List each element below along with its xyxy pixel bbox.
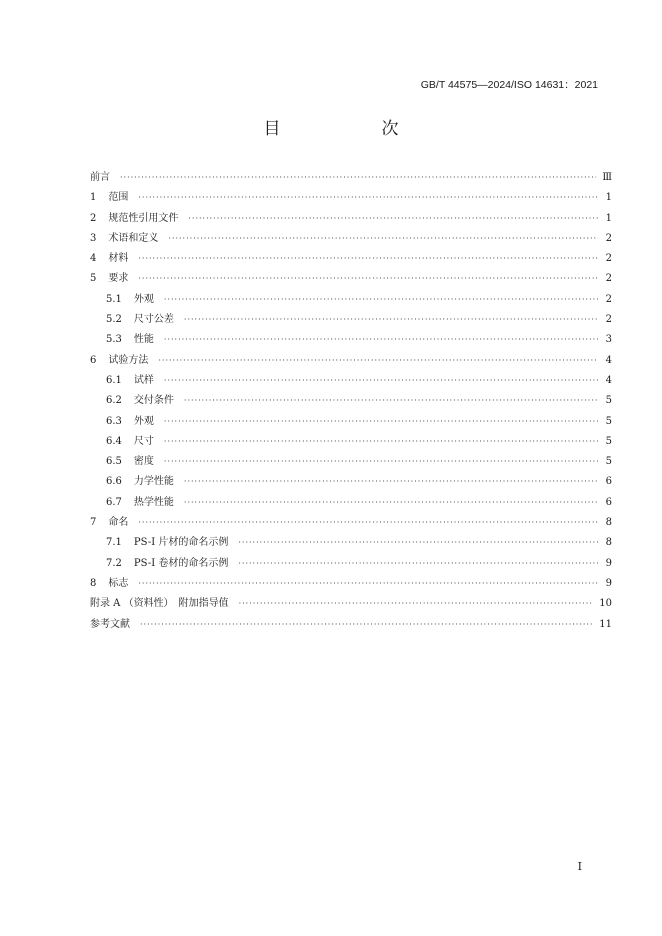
- toc-dot-leader: [239, 599, 594, 608]
- toc-entry-number: 6.3: [106, 415, 122, 427]
- toc-entry-title: 规范性引用文件: [108, 212, 179, 224]
- toc-entry-title: 前言: [90, 172, 110, 183]
- toc-entry-page: 5: [605, 395, 612, 407]
- toc-entry-number: 7: [90, 517, 97, 529]
- toc-entry-title: 力学性能: [133, 476, 174, 488]
- toc-entry-number: 7.2: [106, 557, 122, 569]
- toc-entry[interactable]: [90, 290, 612, 310]
- toc-entry[interactable]: [90, 391, 612, 411]
- toc-entry-title: 范围: [108, 192, 129, 204]
- toc-dot-leader: [168, 234, 598, 243]
- toc-entry[interactable]: [90, 209, 612, 229]
- toc-entry-page: 1: [605, 192, 612, 204]
- toc-dot-leader: [120, 173, 596, 182]
- toc-entry-number: 6.6: [106, 476, 122, 488]
- toc-entry-page: 10: [599, 598, 612, 610]
- toc-entry[interactable]: [90, 412, 612, 432]
- page-title: 目 次: [263, 119, 441, 139]
- toc-entry-title: 标志: [108, 577, 129, 589]
- toc-entry-page: 11: [599, 618, 612, 630]
- table-of-contents: [90, 168, 612, 635]
- toc-dot-leader: [138, 518, 598, 527]
- toc-entry-title: 交付条件: [133, 395, 174, 407]
- toc-entry-page: 9: [605, 577, 612, 589]
- toc-entry[interactable]: [90, 249, 612, 269]
- toc-entry[interactable]: [90, 452, 612, 472]
- toc-entry-title: PS-I 卷材的命名示例: [133, 557, 229, 569]
- toc-entry-title: 性能: [133, 334, 154, 346]
- toc-entry-page: 9: [605, 557, 612, 569]
- toc-entry[interactable]: [90, 615, 612, 635]
- toc-dot-leader: [164, 295, 598, 304]
- standard-code: GB/T 44575—2024/ISO 14631：2021: [420, 79, 598, 91]
- toc-entry[interactable]: [90, 594, 612, 614]
- toc-entry-page: Ⅲ: [602, 172, 612, 183]
- toc-entry-number: 5.1: [106, 293, 122, 305]
- toc-entry-page: 2: [605, 273, 612, 285]
- toc-entry[interactable]: [90, 229, 612, 249]
- toc-entry-page: 6: [605, 496, 612, 508]
- toc-entry-title: 外观: [133, 293, 154, 305]
- toc-dot-leader: [184, 498, 598, 507]
- toc-entry-page: 3: [605, 334, 612, 346]
- toc-entry-title: 附录 A （资料性） 附加指导值: [90, 598, 229, 610]
- toc-dot-leader: [138, 274, 598, 283]
- toc-entry-page: 4: [605, 374, 612, 386]
- toc-entry[interactable]: [90, 574, 612, 594]
- toc-entry-number: 6.2: [106, 395, 122, 407]
- toc-dot-leader: [164, 376, 598, 385]
- toc-dot-leader: [184, 477, 598, 486]
- toc-entry[interactable]: [90, 493, 612, 513]
- toc-dot-leader: [140, 620, 593, 629]
- toc-entry-number: 2: [90, 212, 97, 224]
- toc-dot-leader: [158, 356, 598, 365]
- toc-dot-leader: [164, 437, 598, 446]
- toc-dot-leader: [184, 396, 598, 405]
- toc-entry[interactable]: [90, 371, 612, 391]
- toc-entry-page: 1: [605, 212, 612, 224]
- toc-entry[interactable]: [90, 472, 612, 492]
- toc-dot-leader: [138, 193, 598, 202]
- toc-dot-leader: [138, 579, 598, 588]
- toc-entry-page: 4: [605, 354, 612, 366]
- toc-entry-page: 2: [605, 314, 612, 326]
- toc-entry-title: 外观: [133, 415, 154, 427]
- toc-entry-title: PS-I 片材的命名示例: [133, 537, 229, 549]
- toc-dot-leader: [164, 417, 598, 426]
- toc-entry-page: 5: [605, 456, 612, 468]
- toc-entry-title: 试样: [133, 374, 154, 386]
- toc-dot-leader: [188, 214, 598, 223]
- toc-entry-number: 6.5: [106, 456, 122, 468]
- toc-entry-title: 材料: [108, 253, 129, 265]
- toc-dot-leader: [184, 315, 598, 324]
- toc-entry-title: 命名: [108, 517, 129, 529]
- toc-entry-title: 尺寸公差: [133, 314, 174, 326]
- toc-entry[interactable]: [90, 330, 612, 350]
- toc-entry-number: 7.1: [106, 537, 122, 549]
- toc-entry-number: 3: [90, 232, 97, 244]
- toc-entry-page: 2: [605, 293, 612, 305]
- toc-entry-title: 密度: [133, 456, 154, 468]
- toc-entry-page: 5: [605, 415, 612, 427]
- page-number: I: [577, 860, 582, 873]
- toc-entry-title: 尺寸: [133, 435, 154, 447]
- toc-entry-number: 6.7: [106, 496, 122, 508]
- toc-entry[interactable]: [90, 554, 612, 574]
- toc-entry-number: 6.4: [106, 435, 122, 447]
- toc-entry-number: 6.1: [106, 374, 122, 386]
- toc-entry[interactable]: [90, 351, 612, 371]
- toc-entry[interactable]: [90, 533, 612, 553]
- toc-entry[interactable]: [90, 269, 612, 289]
- toc-entry-page: 6: [605, 476, 612, 488]
- toc-entry-page: 8: [605, 537, 612, 549]
- toc-entry-title: 试验方法: [108, 354, 149, 366]
- toc-entry[interactable]: [90, 168, 612, 188]
- toc-entry[interactable]: [90, 513, 612, 533]
- toc-dot-leader: [164, 335, 598, 344]
- toc-entry-number: 1: [90, 192, 97, 204]
- toc-entry-number: 5.3: [106, 334, 122, 346]
- toc-entry-page: 5: [605, 435, 612, 447]
- toc-entry-number: 6: [90, 354, 97, 366]
- toc-entry-title: 术语和定义: [108, 232, 159, 244]
- toc-entry[interactable]: [90, 310, 612, 330]
- toc-entry-page: 2: [605, 253, 612, 265]
- toc-entry-title: 热学性能: [133, 496, 174, 508]
- toc-dot-leader: [238, 538, 598, 547]
- toc-entry-title: 参考文献: [90, 618, 130, 630]
- toc-entry[interactable]: [90, 432, 612, 452]
- toc-dot-leader: [138, 254, 598, 263]
- toc-dot-leader: [238, 559, 598, 568]
- toc-entry-page: 8: [605, 517, 612, 529]
- toc-entry-page: 2: [605, 232, 612, 244]
- toc-entry-number: 5.2: [106, 314, 122, 326]
- toc-dot-leader: [164, 457, 598, 466]
- toc-entry-number: 4: [90, 253, 97, 265]
- toc-entry[interactable]: [90, 188, 612, 208]
- toc-entry-number: 8: [90, 577, 97, 589]
- toc-entry-number: 5: [90, 273, 97, 285]
- toc-entry-title: 要求: [108, 273, 129, 285]
